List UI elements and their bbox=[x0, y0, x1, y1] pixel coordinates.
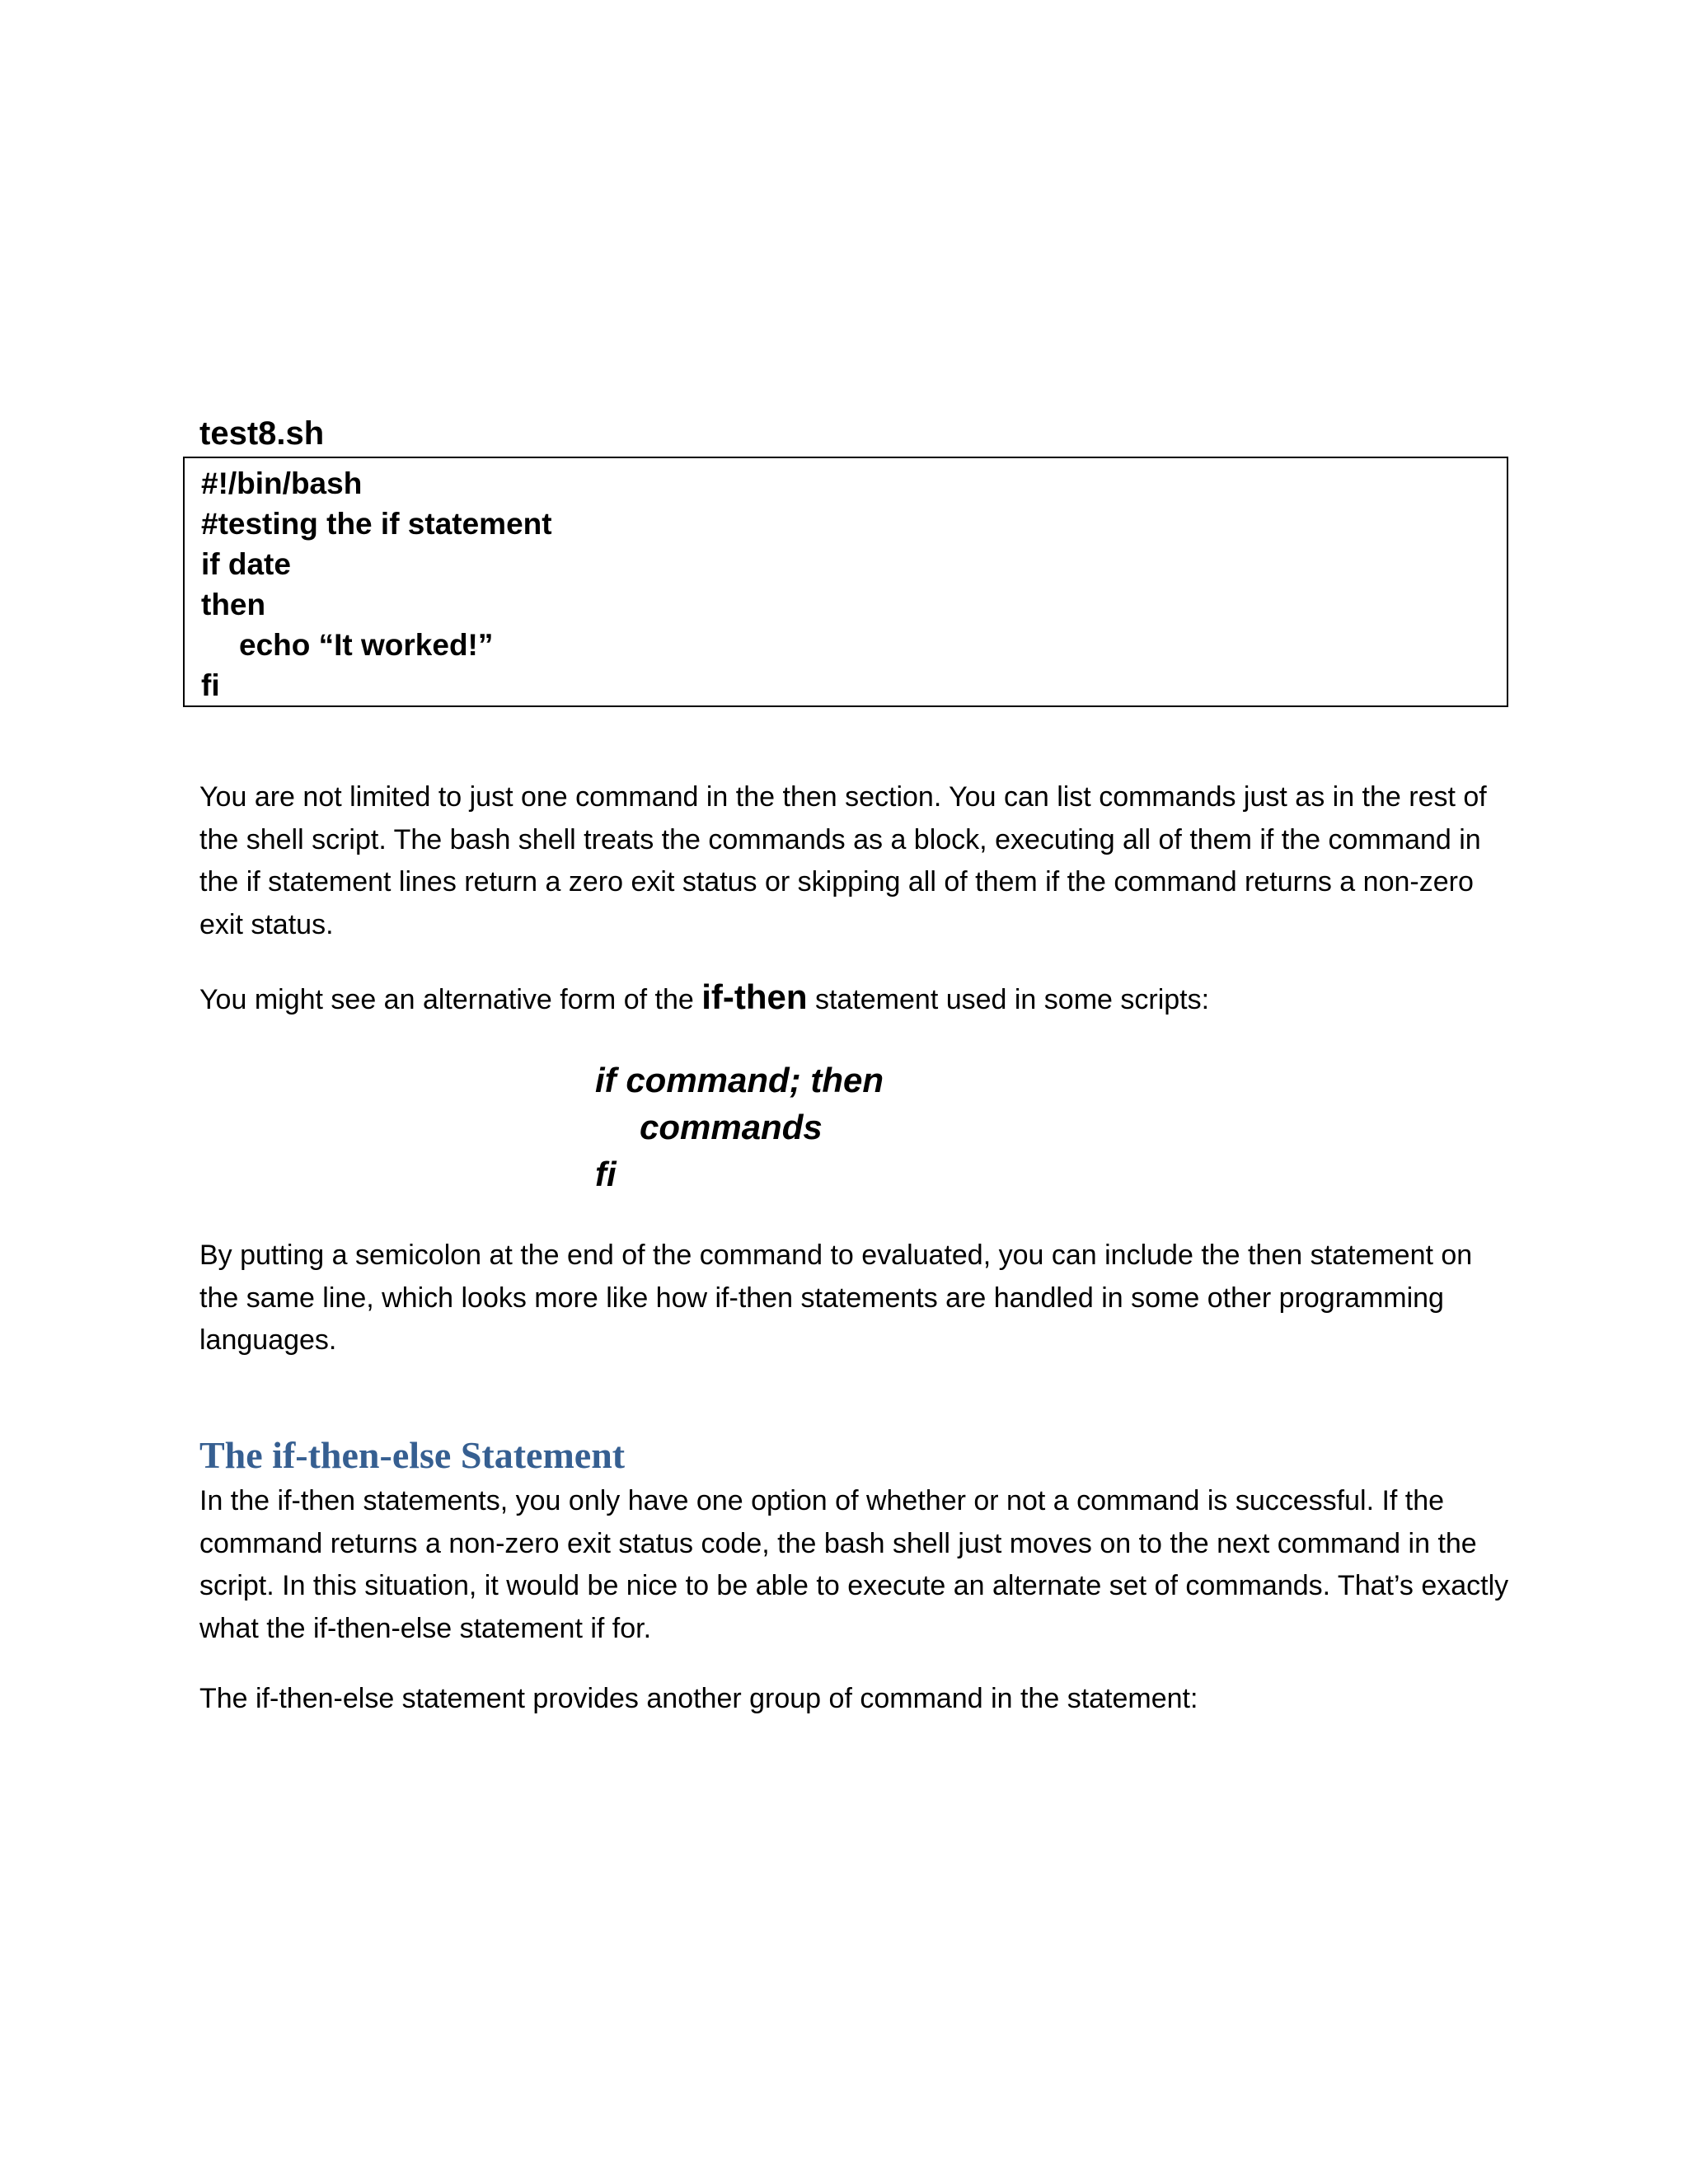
code-block bbox=[183, 457, 1508, 707]
inline-keyword: if-then bbox=[701, 977, 808, 1016]
syntax-line: fi bbox=[595, 1155, 617, 1193]
syntax-line: if command; then bbox=[595, 1061, 884, 1099]
code-line: echo “It worked!” bbox=[239, 628, 494, 662]
paragraph-then-section: You are not limited to just one command in the then section. You can list commands just as in the rest of the shell script. The bash shell treats the commands as a block, executing all of them if the command in the if statement lines return a zero exit status or skipping all of them if the command returns a non-zero exit status. bbox=[199, 781, 1487, 940]
section-heading: The if-then-else Statement bbox=[199, 1434, 626, 1476]
code-line: #testing the if statement bbox=[201, 507, 552, 541]
file-title: test8.sh bbox=[199, 415, 325, 452]
paragraph-group-of-commands: The if-then-else statement provides another group of command in the statement: bbox=[199, 1683, 1198, 1714]
syntax-line: commands bbox=[640, 1108, 823, 1146]
paragraph-alternative-form bbox=[199, 976, 1518, 1022]
syntax-block bbox=[595, 1057, 884, 1197]
code-line: then bbox=[201, 588, 266, 621]
code-line: #!/bin/bash bbox=[201, 466, 363, 500]
paragraph-text: You might see an alternative form of the bbox=[199, 984, 702, 1015]
paragraph-if-then-else: In the if-then statements, you only have one option of whether or not a command is successful. If the command returns a non-zero exit status code, the bash shell just moves on to the next command in the script. In this situation, it would be nice to be able to execute an alternate set of commands. That’s exactly what the if-then-else statement if for. bbox=[199, 1485, 1509, 1644]
paragraph-semicolon: By putting a semicolon at the end of the command to evaluated, you can include the then statement on the same line, which looks more like how if-then statements are handled in some other programming languages. bbox=[199, 1240, 1473, 1356]
paragraph-text: statement used in some scripts: bbox=[807, 984, 1210, 1015]
code-line: fi bbox=[201, 668, 220, 702]
code-line: if date bbox=[201, 547, 291, 581]
